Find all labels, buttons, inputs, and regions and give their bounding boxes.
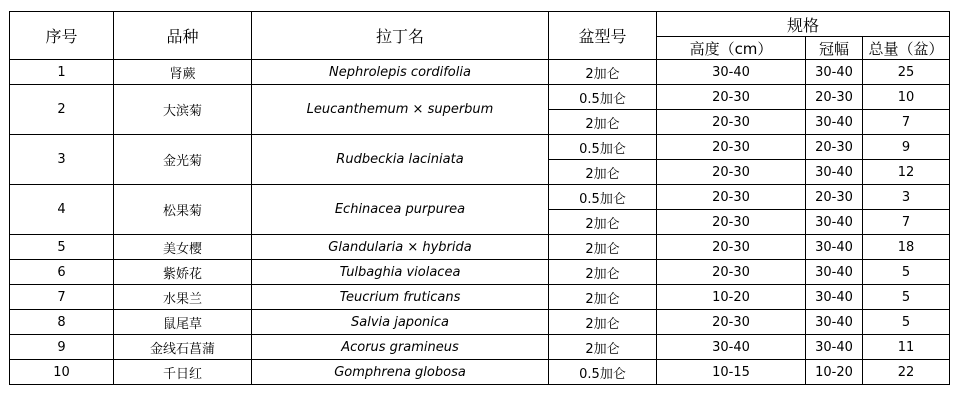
latin-name: Rudbeckia laciniata (252, 135, 549, 185)
height-range: 10-20 (657, 285, 806, 310)
latin-name: Tulbaghia violacea (252, 260, 549, 285)
pot-size: 2加仑 (549, 260, 657, 285)
row-number: 8 (10, 310, 114, 335)
crown-range: 30-40 (806, 285, 863, 310)
total-count: 9 (863, 135, 950, 160)
table-row (10, 360, 950, 385)
table-row (10, 285, 950, 310)
row-number: 7 (10, 285, 114, 310)
header-pot: 盆型号 (549, 12, 657, 60)
latin-name: Gomphrena globosa (252, 360, 549, 385)
height-range: 20-30 (657, 110, 806, 135)
total-count: 3 (863, 185, 950, 210)
row-number: 1 (10, 60, 114, 85)
latin-name: Leucanthemum × superbum (252, 85, 549, 135)
pot-size: 2加仑 (549, 235, 657, 260)
total-count: 5 (863, 260, 950, 285)
row-number: 5 (10, 235, 114, 260)
latin-name: Teucrium fruticans (252, 285, 549, 310)
latin-name: Nephrolepis cordifolia (252, 60, 549, 85)
total-count: 10 (863, 85, 950, 110)
total-count: 12 (863, 160, 950, 185)
table-row (10, 310, 950, 335)
row-number: 3 (10, 135, 114, 185)
header-spec: 规格 (657, 12, 950, 37)
height-range: 20-30 (657, 210, 806, 235)
crown-range: 20-30 (806, 185, 863, 210)
total-count: 18 (863, 235, 950, 260)
height-range: 30-40 (657, 335, 806, 360)
total-count: 7 (863, 210, 950, 235)
pot-size: 2加仑 (549, 60, 657, 85)
total-count: 5 (863, 310, 950, 335)
total-count: 7 (863, 110, 950, 135)
table-row (10, 60, 950, 85)
height-range: 20-30 (657, 85, 806, 110)
crown-range: 30-40 (806, 235, 863, 260)
row-number: 4 (10, 185, 114, 235)
header-row-1 (10, 12, 950, 37)
height-range: 20-30 (657, 135, 806, 160)
crown-range: 30-40 (806, 60, 863, 85)
height-range: 20-30 (657, 235, 806, 260)
pot-size: 0.5加仑 (549, 135, 657, 160)
crown-range: 30-40 (806, 335, 863, 360)
variety-name: 鼠尾草 (114, 310, 252, 335)
table-wrapper (9, 11, 950, 385)
variety-name: 紫娇花 (114, 260, 252, 285)
pot-size: 2加仑 (549, 160, 657, 185)
height-range: 20-30 (657, 310, 806, 335)
header-crown: 冠幅 (806, 37, 863, 60)
variety-name: 金光菊 (114, 135, 252, 185)
pot-size: 0.5加仑 (549, 185, 657, 210)
header-no: 序号 (10, 12, 114, 60)
variety-name: 肾蕨 (114, 60, 252, 85)
crown-range: 30-40 (806, 110, 863, 135)
variety-name: 美女樱 (114, 235, 252, 260)
crown-range: 30-40 (806, 310, 863, 335)
latin-name: Salvia japonica (252, 310, 549, 335)
row-number: 9 (10, 335, 114, 360)
variety-name: 水果兰 (114, 285, 252, 310)
row-number: 2 (10, 85, 114, 135)
header-height: 高度（cm） (657, 37, 806, 60)
total-count: 5 (863, 285, 950, 310)
pot-size: 0.5加仑 (549, 85, 657, 110)
table-row (10, 335, 950, 360)
height-range: 20-30 (657, 160, 806, 185)
header-variety: 品种 (114, 12, 252, 60)
header-total: 总量（盆） (863, 37, 950, 60)
table-row (10, 85, 950, 110)
height-range: 30-40 (657, 60, 806, 85)
total-count: 25 (863, 60, 950, 85)
height-range: 10-15 (657, 360, 806, 385)
crown-range: 20-30 (806, 85, 863, 110)
table-body (10, 60, 950, 385)
crown-range: 30-40 (806, 210, 863, 235)
latin-name: Acorus gramineus (252, 335, 549, 360)
pot-size: 2加仑 (549, 285, 657, 310)
latin-name: Glandularia × hybrida (252, 235, 549, 260)
height-range: 20-30 (657, 260, 806, 285)
pot-size: 2加仑 (549, 335, 657, 360)
table-row (10, 260, 950, 285)
pot-size: 2加仑 (549, 110, 657, 135)
variety-name: 金线石菖蒲 (114, 335, 252, 360)
row-number: 10 (10, 360, 114, 385)
variety-name: 松果菊 (114, 185, 252, 235)
pot-size: 2加仑 (549, 310, 657, 335)
header-latin: 拉丁名 (252, 12, 549, 60)
plant-spec-table (9, 11, 950, 385)
variety-name: 千日红 (114, 360, 252, 385)
pot-size: 0.5加仑 (549, 360, 657, 385)
crown-range: 30-40 (806, 260, 863, 285)
pot-size: 2加仑 (549, 210, 657, 235)
crown-range: 20-30 (806, 135, 863, 160)
height-range: 20-30 (657, 185, 806, 210)
variety-name: 大滨菊 (114, 85, 252, 135)
crown-range: 30-40 (806, 160, 863, 185)
table-row (10, 185, 950, 210)
table-row (10, 135, 950, 160)
latin-name: Echinacea purpurea (252, 185, 549, 235)
crown-range: 10-20 (806, 360, 863, 385)
total-count: 22 (863, 360, 950, 385)
total-count: 11 (863, 335, 950, 360)
row-number: 6 (10, 260, 114, 285)
table-row (10, 235, 950, 260)
